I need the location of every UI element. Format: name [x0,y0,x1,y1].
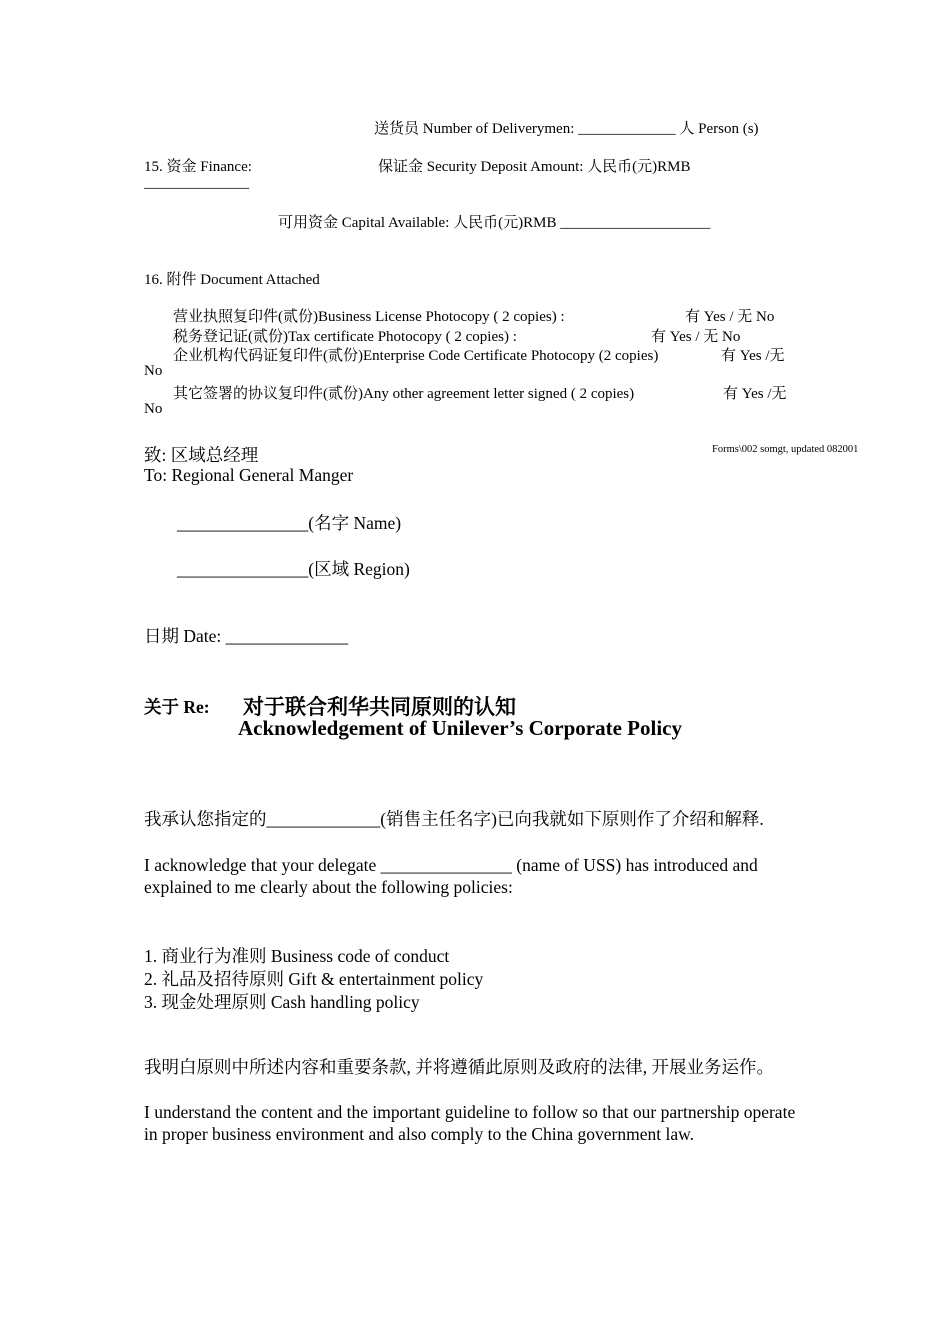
subject-title-english: Acknowledgement of Unilever’s Corporate Policy [238,716,683,740]
name-field-line: _______________(名字 Name) [177,513,402,533]
form-reference: Forms\002 somgt, updated 082001 [712,444,859,455]
policy-list-item: 2. 礼品及招待原则 Gift & entertainment policy [144,969,484,989]
date-field-line: 日期 Date: ______________ [144,626,349,646]
finance-label: 15. 资金 Finance: [144,159,252,175]
attachment-row-wrap: No [144,363,163,379]
attachment-row-choice: 有 Yes /无 [721,348,785,364]
region-field-line: _______________(区域 Region) [177,559,410,579]
attachment-row-text: 企业机构代码证复印件(贰份)Enterprise Code Certificate Photocopy (2 copies) [173,348,659,364]
attachment-row-text: 营业执照复印件(贰份)Business License Photocopy ( 2 copies) : [173,309,565,325]
understand-paragraph-english: I understand the content and the important guideline to follow so that our partnership operate in proper business environment and also comply to the China government law. [144,1102,796,1144]
attachment-row-wrap: No [144,401,163,417]
attachment-row-text: 税务登记证(贰份)Tax certificate Photocopy ( 2 copies) : [173,329,517,345]
deliverymen-line: 送货员 Number of Deliverymen: _____________ 人 Person (s) [374,121,759,137]
attachment-row-choice: 有 Yes / 无 No [685,309,775,325]
document-attached-label: 16. 附件 Document Attached [144,272,320,288]
capital-available-line: 可用资金 Capital Available: 人民币(元)RMB ____________________ [278,215,711,231]
attachment-row-choice: 有 Yes / 无 No [651,329,741,345]
subject-title-chinese: 对于联合利华共同原则的认知 [243,695,516,719]
re-label: 关于 Re: [144,697,210,717]
policy-list-item: 3. 现金处理原则 Cash handling policy [144,992,420,1012]
attachment-row-text: 其它签署的协议复印件(贰份)Any other agreement letter signed ( 2 copies) [173,386,635,402]
acknowledge-paragraph-chinese: 我承认您指定的_____________(销售主任名字)已向我就如下原则作了介绍和解释. [144,809,764,829]
security-deposit-blank: ______________ [144,175,249,191]
to-chinese: 致: 区域总经理 [144,445,259,465]
understand-paragraph-chinese: 我明白原则中所述内容和重要条款, 并将遵循此原则及政府的法律, 开展业务运作。 [144,1057,774,1077]
security-deposit-line: 保证金 Security Deposit Amount: 人民币(元)RMB [378,159,691,175]
to-english: To: Regional General Manger [144,465,354,485]
attachment-row-choice: 有 Yes /无 [723,386,787,402]
acknowledge-paragraph-english: I acknowledge that your delegate _______________ (name of USS) has introduced and explained to me clearly about the following policies: [144,855,758,897]
policy-list-item: 1. 商业行为准则 Business code of conduct [144,946,450,966]
